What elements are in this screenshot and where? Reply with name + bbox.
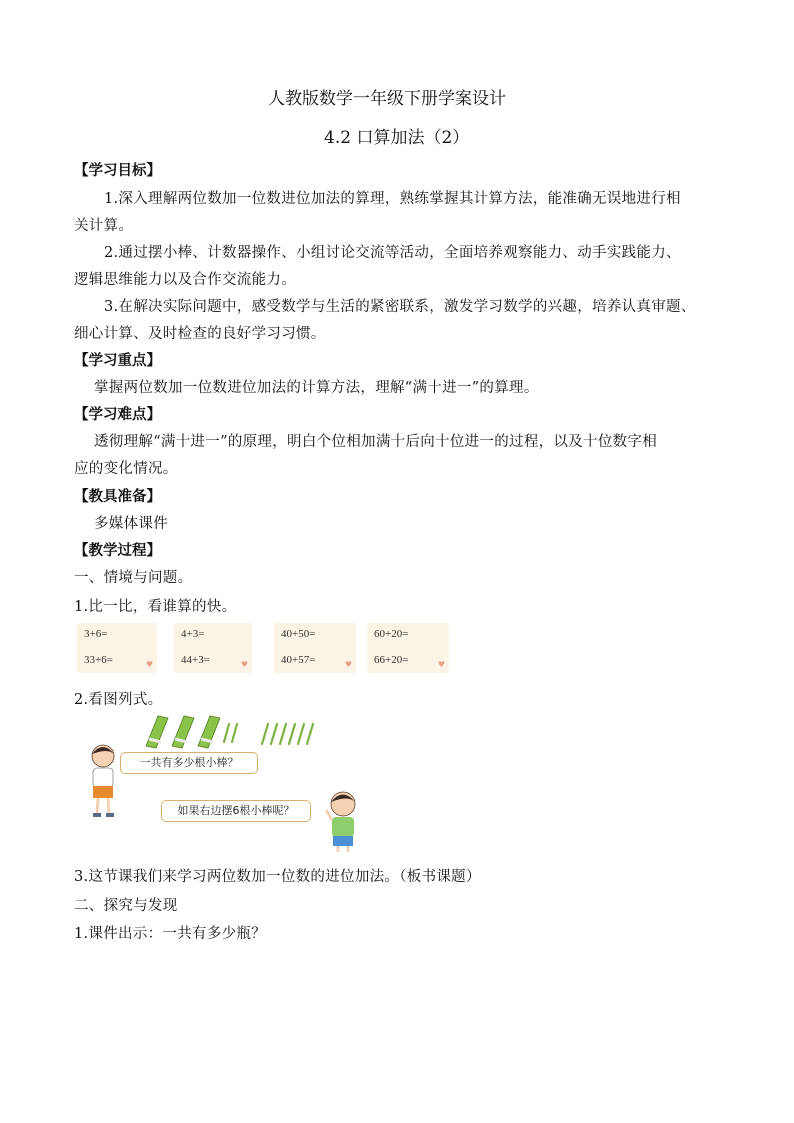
goal2-line1: 2.通过摆小棒、计数器操作、小组讨论交流等活动，全面培养观察能力、动手实践能力、 <box>104 245 681 261</box>
exercise-card-1 <box>77 623 157 673</box>
boy-figure-right <box>322 790 362 852</box>
stick-bundle-1 <box>146 716 168 748</box>
goal1-line1: 1.深入理解两位数加一位数进位加法的算理，熟练掌握其计算方法，能准确无误地进行相 <box>104 191 681 207</box>
step1-text: 1.比一比，看谁算的快。 <box>74 599 237 615</box>
sticks-illustration <box>140 712 330 752</box>
exercise-top: 60+20= <box>374 628 409 640</box>
heart-icon: ♥ <box>437 660 445 669</box>
exercise-bottom: 66+20= <box>374 654 409 666</box>
document-title: 人教版数学一年级下册学案设计 <box>268 89 506 109</box>
exercise-bottom: 40+57= <box>281 654 316 666</box>
loose-sticks-left <box>224 724 237 742</box>
speech-bubble-followup: 如果右边摆6根小棒呢？ <box>161 800 311 822</box>
goal3-line1: 3.在解决实际问题中，感受数学与生活的紧密联系，激发学习数学的兴趣，培养认真审题、 <box>104 299 696 315</box>
heart-icon: ♥ <box>145 660 153 669</box>
step2-text: 2.看图列式。 <box>74 692 163 708</box>
boy-figure-left <box>86 742 120 820</box>
exercise-top: 40+50= <box>281 628 316 640</box>
stick-bundle-2 <box>172 716 194 748</box>
exercise-bottom: 33+6= <box>84 654 113 666</box>
speech-bubble-question: 一共有多少根小棒？ <box>120 752 258 774</box>
goals-header: 【学习目标】 <box>74 163 161 179</box>
exercise-top: 4+3= <box>181 628 205 640</box>
heart-icon: ♥ <box>344 660 352 669</box>
stick-bundle-3 <box>198 716 220 748</box>
tools-text: 多媒体课件 <box>94 516 168 532</box>
goal1-line2: 关计算。 <box>74 218 134 234</box>
exercise-card-3 <box>274 623 356 673</box>
exercise-card-4 <box>367 623 449 673</box>
exercise-bottom: 44+3= <box>181 654 210 666</box>
goal3-line2: 细心计算、及时检查的良好学习习惯。 <box>74 326 326 342</box>
step3-text: 3.这节课我们来学习两位数加一位数的进位加法。（板书课题） <box>74 869 481 885</box>
loose-sticks-right <box>262 724 313 744</box>
process-header: 【教学过程】 <box>74 543 161 559</box>
goal2-line2: 逻辑思维能力以及合作交流能力。 <box>74 272 296 288</box>
part1-heading: 一、情境与问题。 <box>74 570 193 586</box>
tools-header: 【教具准备】 <box>74 489 161 505</box>
key-point-header: 【学习重点】 <box>74 353 161 369</box>
document-subtitle: 4.2 口算加法（2） <box>324 128 470 148</box>
heart-icon: ♥ <box>240 660 248 669</box>
step4-text: 1.课件出示：一共有多少瓶？ <box>74 926 267 942</box>
part2-heading: 二、探究与发现 <box>74 898 178 914</box>
key-point-text: 掌握两位数加一位数进位加法的计算方法，理解“满十进一”的算理。 <box>94 380 539 396</box>
exercise-card-2 <box>174 623 252 673</box>
difficulty-line2: 应的变化情况。 <box>74 461 178 477</box>
difficulty-line1: 透彻理解“满十进一”的原理，明白个位相加满十后向十位进一的过程，以及十位数字相 <box>94 434 658 450</box>
exercise-top: 3+6= <box>84 628 108 640</box>
difficulty-header: 【学习难点】 <box>74 407 161 423</box>
